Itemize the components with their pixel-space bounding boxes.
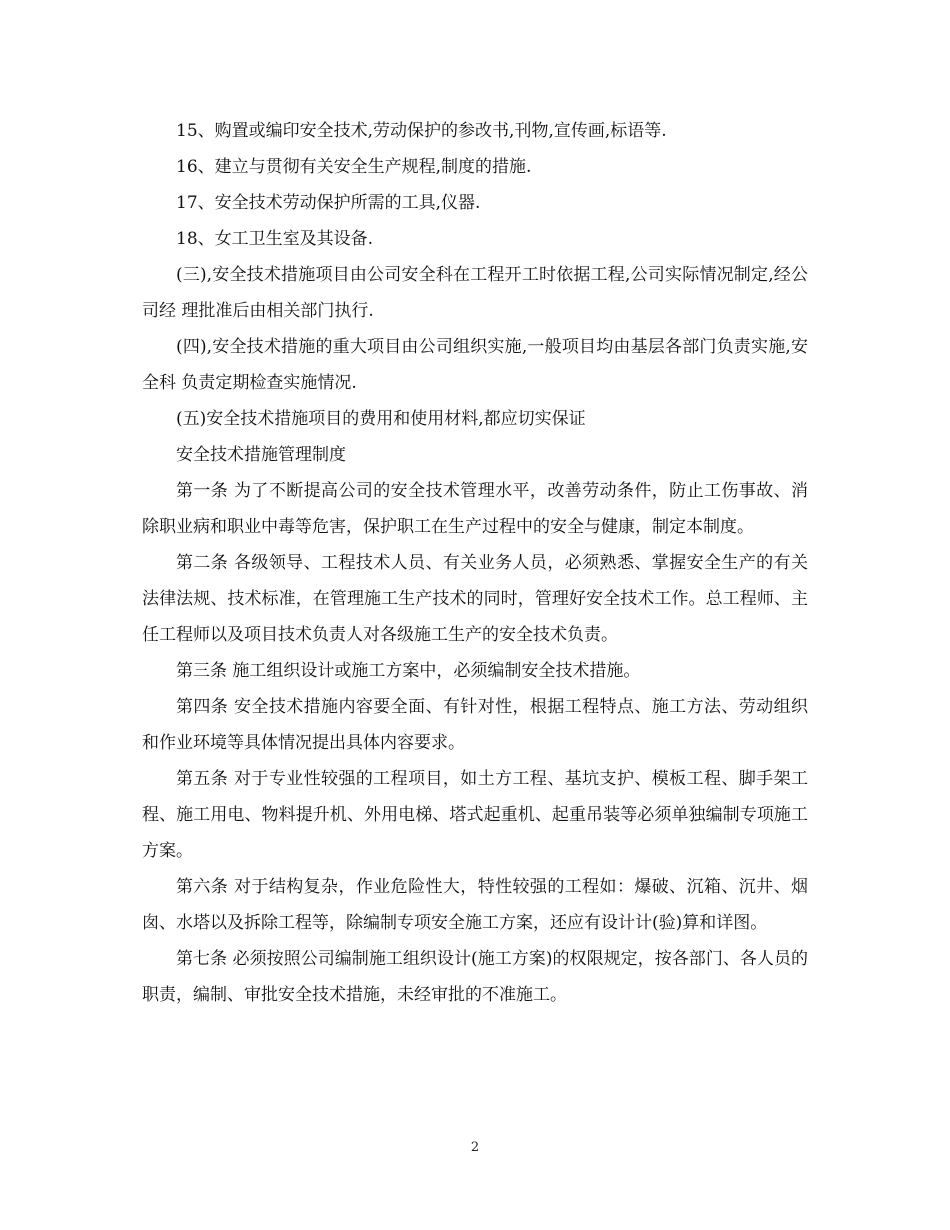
document-body — [142, 113, 808, 1013]
section-heading: 安全技术措施管理制度 — [176, 445, 346, 465]
paragraph-item-18: 18、女工卫生室及其设备. — [176, 229, 374, 249]
article-2: 第二条 各级领导、工程技术人员、有关业务人员，必须熟悉、掌握安全生产的有关法律法规、技术标准，在管理施工生产技术的同时，管理好安全技术工作。总工程师、主任工程师以及项目技术负责人对各级施工生产的安全技术负责。 — [142, 553, 808, 645]
article-7: 第七条 必须按照公司编制施工组织设计(施工方案)的权限规定，按各部门、各人员的职责，编制、审批安全技术措施，未经审批的不准施工。 — [142, 949, 808, 1005]
paragraph-item-17: 17、安全技术劳动保护所需的工具,仪器. — [176, 193, 481, 213]
article-3: 第三条 施工组织设计或施工方案中，必须编制安全技术措施。 — [176, 661, 641, 681]
paragraph-section-5: (五)安全技术措施项目的费用和使用材料,都应切实保证 — [176, 409, 586, 429]
article-4: 第四条 安全技术措施内容要全面、有针对性，根据工程特点、施工方法、劳动组织和作业环境等具体情况提出具体内容要求。 — [142, 697, 808, 753]
paragraph-item-16: 16、建立与贯彻有关安全生产规程,制度的措施. — [176, 157, 532, 177]
paragraph-section-4: (四),安全技术措施的重大项目由公司组织实施,一般项目均由基层各部门负责实施,安全科 负责定期检查实施情况. — [142, 337, 808, 393]
paragraph-section-3: (三),安全技术措施项目由公司安全科在工程开工时依据工程,公司实际情况制定,经公司经 理批准后由相关部门执行. — [142, 265, 808, 321]
article-6: 第六条 对于结构复杂，作业危险性大，特性较强的工程如：爆破、沉箱、沉井、烟囱、水塔以及拆除工程等，除编制专项安全施工方案，还应有设计计(验)算和详图。 — [142, 877, 808, 933]
article-1: 第一条 为了不断提高公司的安全技术管理水平，改善劳动条件，防止工伤事故、消除职业病和职业中毒等危害，保护职工在生产过程中的安全与健康，制定本制度。 — [142, 481, 808, 537]
page-number: 2 — [470, 1140, 480, 1155]
article-5: 第五条 对于专业性较强的工程项目，如土方工程、基坑支护、模板工程、脚手架工程、施工用电、物料提升机、外用电梯、塔式起重机、起重吊装等必须单独编制专项施工方案。 — [142, 769, 808, 861]
paragraph-item-15: 15、购置或编印安全技术,劳动保护的参改书,刊物,宣传画,标语等. — [176, 121, 667, 141]
